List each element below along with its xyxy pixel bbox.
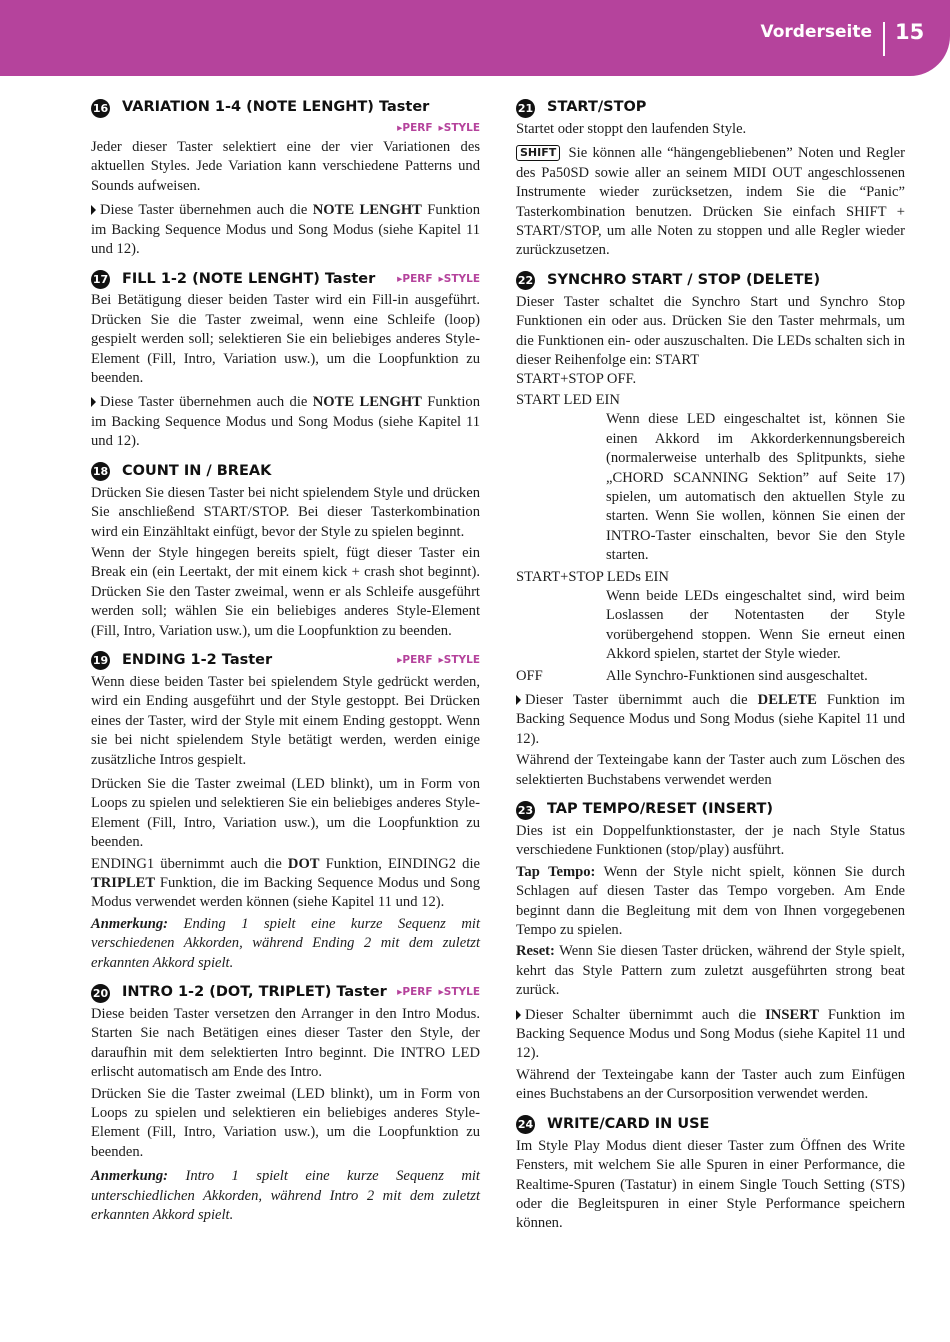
paragraph: Bei Betätigung dieser beiden Taster wird ein Fill-in ausgeführt. Drücken Sie die Taster zweimal, wenn eine Schleife (loop) gespielt werden soll; selektieren Sie ein beliebiges anderes Style-Element (Fill, Intro, Variation usw.), um die Loopfunktion zu beenden. — [91, 292, 480, 387]
paragraph: Während der Texteingabe kann der Taster auch zum Einfügen eines Buchstabens an der Cursorposition verwendet werden. — [516, 1066, 905, 1103]
section-number: 24 — [516, 1115, 535, 1134]
paragraph: Dieser Taster übernimmt auch die DELETE Funktion im Backing Sequence Modus und Song Modus (siehe Kapitel 11 und 12). — [516, 691, 905, 747]
paragraph: Drücken Sie die Taster zweimal (LED blinkt), um in Form von Loops zu spielen und selektieren Sie ein beliebiges anderes Style-Element (Fill, Intro, Variation usw.), um die Loopfunktion zu beenden. — [91, 775, 480, 851]
paragraph: Diese beiden Taster versetzen den Arranger in den Intro Modus. Starten Sie nach Betätigen eines dieser Taster den Style, der daraufhin mit dem selektierten Intro beginnt. Die INTRO LED erlischt automatisch am Ende des Intro. — [91, 1006, 480, 1081]
section-title: START/STOP — [547, 99, 647, 116]
definition-start-stop-leds — [516, 568, 905, 665]
section-title: INTRO 1-2 (DOT, TRIPLET) Taster — [122, 984, 387, 1001]
paragraph: ENDING1 übernimmt auch die DOT Funktion, EINDING2 die TRIPLET Funktion, die im Backing Sequence Modus und Song Modus verwendet werden können (siehe Kapitel 11 und 12). — [91, 855, 480, 911]
shift-key-icon: SHIFT — [516, 145, 560, 161]
section-18 — [91, 460, 480, 641]
paragraph: Diese Taster übernehmen auch die NOTE LENGHT Funktion im Backing Sequence Modus und Song Modus (siehe Kapitel 11 und 12). — [91, 202, 480, 258]
paragraph: Drücken Sie diesen Taster bei nicht spielendem Style und drücken Sie anschließend START/STOP. Bei dieser Tasterkombination wird ein Einzähltakt einfügt, bevor der Style zu spielen beginnt. — [91, 484, 480, 540]
perf-tag: ▸PERF — [397, 986, 433, 999]
paragraph: Wenn der Style hingegen bereits spielt, fügt dieser Taster ein Break ein (ein Leertakt, der mit einem kick + crash shot beginnt). Drücken Sie den Taster zweimal, wenn er als Schleife ausgeführt werden soll; wählen Sie ein beliebiges anderes Style-Element (Fill, Intro, Variation usw.), um die Loopfunktion zu beenden. — [91, 544, 480, 639]
section-24 — [516, 1113, 905, 1234]
section-title: SYNCHRO START / STOP (DELETE) — [547, 272, 821, 289]
arrow-icon — [91, 205, 96, 215]
section-heading — [516, 798, 905, 822]
arrow-icon — [516, 695, 521, 705]
mode-tags — [397, 651, 480, 670]
section-number: 22 — [516, 271, 535, 290]
section-title: COUNT IN / BREAK — [122, 462, 272, 479]
section-title: FILL 1-2 (NOTE LENGHT) Taster — [122, 270, 376, 287]
definition-text: Wenn diese LED eingeschaltet ist, können Sie einen Akkord im Akkorderkennungsbereich (normalerweise unterhalb des Splitpunkts, siehe „CHORD SCANNING Sektion” auf Seite 17) spielen, um automatisch den aktuellen Style zu starten. Wenn Sie wollen, können Sie einen der INTRO-Taster einschalten, bevor Sie den Style starten. — [606, 411, 905, 564]
section-number: 23 — [516, 801, 535, 820]
right-column — [516, 96, 905, 1242]
paragraph: Dies ist ein Doppelfunktionstaster, der je nach Style Status verschiedene Funktionen (stop/play) ausführt. — [516, 823, 905, 859]
section-heading — [516, 1113, 905, 1137]
paragraph: Wenn diese beiden Taster bei spielendem Style gedrückt werden, wird ein Ending ausgeführt und der Style gestoppt. Bei Drücken eines der Taster, wird der Style mit einem Ending gestoppt. Wenn sie bei nicht spielendem Style betätigt werden, werden einige zusätzliche Intros gespielt. — [91, 673, 480, 768]
section-heading — [91, 981, 480, 1005]
paragraph: Während der Texteingabe kann der Taster auch zum Löschen des selektierten Buchstabens verwendet werden — [516, 752, 905, 788]
arrow-icon — [516, 1010, 521, 1020]
section-heading — [91, 649, 480, 673]
paragraph: Jeder dieser Taster selektiert eine der vier Variationen des aktuellen Styles. Jede Variation kann verschiedene Patterns und Sounds aufweisen. — [91, 139, 480, 194]
section-number: 18 — [91, 462, 110, 481]
left-column — [91, 96, 480, 1234]
section-20 — [91, 981, 480, 1225]
section-22 — [516, 269, 905, 790]
arrow-icon — [91, 397, 96, 407]
perf-tag: ▸PERF — [397, 654, 433, 667]
paragraph: Reset: Wenn Sie diesen Taster drücken, während der Style spielt, kehrt das Style Pattern zum zuletzt ausgeführten strong beat zurück. — [516, 943, 905, 999]
style-tag: ▸STYLE — [438, 986, 480, 999]
paragraph: Dieser Schalter übernimmt auch die INSERT Funktion im Backing Sequence Modus und Song Modus (siehe Kapitel 11 und 12). — [516, 1006, 906, 1062]
definition-term: START+STOP LEDs EIN — [516, 568, 669, 585]
note: Anmerkung: Intro 1 spielt eine kurze Sequenz mit unterschiedlichen Akkorden, während Intro 2 mit dem zuletzt erkannten Akkord spielt. — [91, 1168, 480, 1224]
section-heading — [91, 267, 480, 291]
page-number: 15 — [895, 20, 925, 44]
section-heading — [516, 269, 905, 293]
definition-term: START LED EIN — [516, 391, 620, 408]
section-23 — [516, 798, 905, 1105]
page-header — [0, 0, 950, 76]
perf-tag: ▸PERF — [397, 272, 433, 285]
section-heading — [91, 460, 480, 484]
section-number: 16 — [91, 99, 110, 118]
style-tag: ▸STYLE — [438, 654, 480, 667]
section-16 — [91, 96, 480, 259]
paragraph: START+STOP OFF. — [516, 371, 637, 388]
section-title: ENDING 1-2 Taster — [122, 652, 273, 669]
section-title: VARIATION 1-4 (NOTE LENGHT) Taster — [122, 99, 430, 116]
definition-start-led — [516, 391, 905, 566]
paragraph: Tap Tempo: Wenn der Style nicht spielt, können Sie durch Schlagen auf diesen Taster das Tempo vorgeben. Am Ende beginnt dann die Begleitung mit dem von Ihnen vorgegebenen Tempo zu spielen. — [516, 863, 905, 939]
definition-text: Alle Synchro-Funktionen sind ausgeschaltet. — [606, 667, 868, 684]
section-19 — [91, 649, 480, 973]
perf-tag: ▸PERF — [397, 122, 433, 135]
mode-tags — [91, 120, 480, 138]
section-number: 19 — [91, 651, 110, 670]
paragraph: SHIFT Sie können alle “hängengebliebenen” Noten und Regler des Pa50SD sowie aller an seinem MIDI OUT angeschlossenen Instrumente wieder zurücksetzen, indem Sie die “Panic” Tasterkombination benutzen. Drücken Sie einfach SHIFT + START/STOP, um alle Noten zu stoppen und alle Regler wieder zurückzusetzen. — [516, 145, 905, 259]
section-number: 17 — [91, 270, 110, 289]
paragraph: Drücken Sie die Taster zweimal (LED blinkt), um in Form von Loops zu spielen und selektieren ein beliebiges anderes Style-Element (Fill, Intro, Variation usw.), um die Loopfunktion zu beenden. — [91, 1085, 480, 1160]
paragraph: Dieser Taster schaltet die Synchro Start und Synchro Stop Funktionen ein oder aus. Drücken Sie den Taster mehrmals, um die Funktionen ein- oder auszuschalten. Die LEDs schalten sich in dieser Reihenfolge ein: START — [516, 293, 905, 369]
mode-tags — [397, 270, 480, 289]
definition-term: OFF — [516, 667, 543, 684]
section-title: WRITE/CARD IN USE — [547, 1115, 710, 1132]
paragraph: Im Style Play Modus dient dieser Taster zum Öffnen des Write Fensters, mit welchem Sie alle Spuren in einer Performance, die Realtime-Spuren (Tastatur) in einem Single Touch Setting (STS) oder die Begleitspuren in einer Style Performance speichern können. — [516, 1137, 905, 1232]
mode-tags — [397, 983, 480, 1002]
section-number: 21 — [516, 99, 535, 118]
definition-off — [516, 667, 905, 686]
page-section-title: Vorderseite — [760, 22, 872, 42]
section-title: TAP TEMPO/RESET (INSERT) — [547, 801, 774, 818]
paragraph: Startet oder stoppt den laufenden Style. — [516, 121, 747, 137]
section-21 — [516, 96, 905, 261]
section-heading — [516, 96, 905, 120]
section-heading — [91, 96, 480, 120]
section-number: 20 — [91, 984, 110, 1003]
style-tag: ▸STYLE — [438, 122, 480, 135]
style-tag: ▸STYLE — [438, 272, 480, 285]
note: Anmerkung: Ending 1 spielt eine kurze Sequenz mit verschiedenen Akkorden, während Ending 2 mit dem zuletzt erkannten Akkord spielt. — [91, 915, 480, 971]
paragraph: Diese Taster übernehmen auch die NOTE LENGHT Funktion im Backing Sequence Modus und Song Modus (siehe Kapitel 11 und 12). — [91, 394, 480, 450]
definition-text: Wenn beide LEDs eingeschaltet sind, wird beim Loslassen der Notentasten der Style vorübergehend stoppen. Wenn Sie erneut einen Akkord spielen, startet der Style wieder. — [606, 587, 905, 663]
header-divider — [883, 22, 885, 56]
section-17 — [91, 267, 480, 451]
